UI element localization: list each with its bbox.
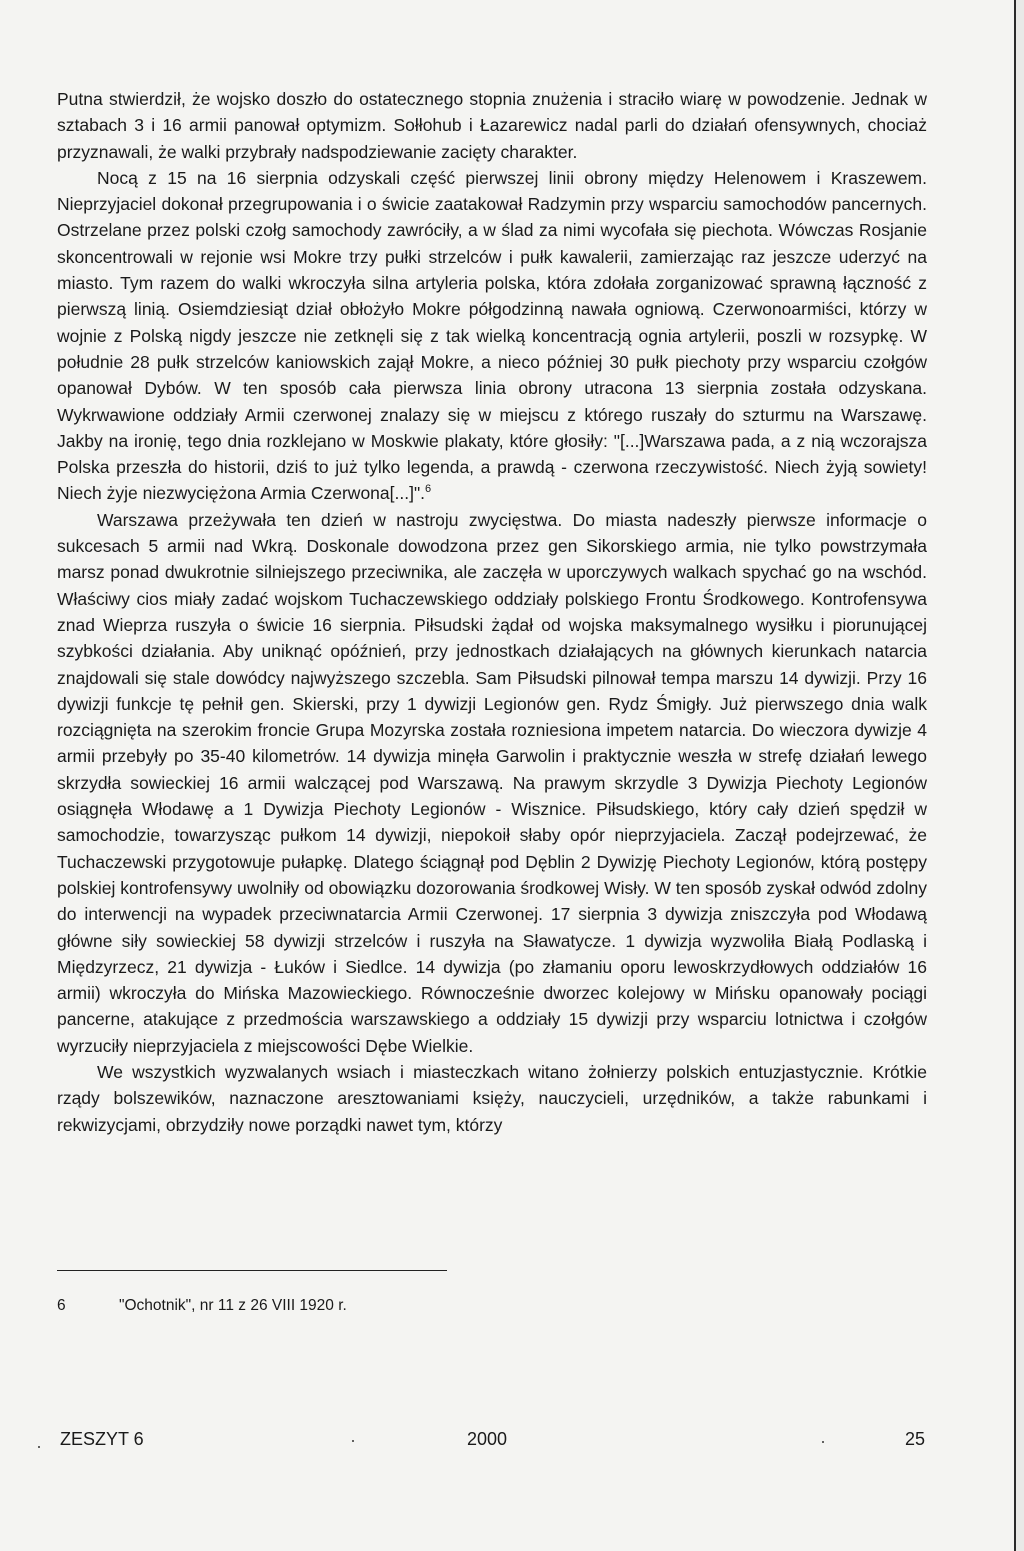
scan-speck	[352, 1440, 354, 1442]
footer-journal-issue: ZESZYT 6	[60, 1429, 144, 1449]
paragraph-4: We wszystkich wyzwalanych wsiach i miasteczkach witano żołnierzy polskich entuzjastycznie. Krótkie rządy bolszewików, naznaczone aresztowaniami księży, nauczycieli, urzędników, a także rabunkami i rekwizycjami, obrzydziły nowe porządki nawet tym, którzy	[57, 1061, 927, 1135]
footnote	[57, 1296, 347, 1316]
article-body	[57, 86, 927, 1138]
paragraph-2-text: Nocą z 15 na 16 sierpnia odzyskali część pierwszej linii obrony między Helenowem i Kraszewem. Nieprzyjaciel dokonał przegrupowania i o świcie zaatakował Radzymin przy wsparciu samochodów pancernych. Ostrzelane przez polski czołg samochody zawróciły, a w ślad za nimi wycofała się piechota. Wówczas Rosjanie skoncentrowali w rejonie wsi Mokre trzy pułki strzelców i pułk kawalerii, zamierzając raz jeszcze uderzyć na miasto. Tym razem do walki wkroczyła silna artyleria polska, która zdołała zorganizować sprawną łączność z pierwszą linią. Osiemdziesiąt dział obłożyło Mokre półgodzinną nawała ogniową. Czerwonoarmiści, którzy w wojnie z Polską nigdy jeszcze nie zetknęli się z tak wielką koncentracją ognia artylerii, poszli w rozsypkę. W południe 28 pułk strzelców kaniowskich zajął Mokre, a nieco później 30 pułk piechoty przy wsparciu czołgów opanował Dybów. W ten sposób cała pierwsza linia obrony utracona 13 sierpnia została odzyskana. Wykrwawione oddziały Armii czerwonej znalazy się w miejscu z którego ruszały do szturmu na Warszawę. Jakby na ironię, tego dnia rozklejano w Moskwie plakaty, które głosiły: "[...]Warszawa pada, a z nią wczorajsza Polska przeszła do historii, dziś to już tylko legenda, a prawdą - czerwona rzeczywistość. Niech żyją sowiety! Niech żyje niezwyciężona Armia Czerwona[...]".	[57, 167, 927, 504]
page-number: 25	[905, 1429, 926, 1449]
paragraph-3: Warszawa przeżywała ten dzień w nastroju zwycięstwa. Do miasta nadeszły pierwsze informacje o sukcesach 5 armii nad Wkrą. Doskonale dowodzona przez gen Sikorskiego armia, nie tylko powstrzymała marsz ponad dwukrotnie silniejszego przeciwnika, ale zaczęła w uporczywych walkach spychać go na wschód. Właściwy cios miały zadać wojskom Tuchaczewskiego oddziały polskiego Frontu Środkowego. Kontrofensywa znad Wieprza ruszyła o świcie 16 sierpnia. Piłsudski żądał od wojska maksymalnego wysiłku i piorunującej szybkości działania. Aby uniknąć opóźnień, przy jednostkach działających na głównych kierunkach natarcia znajdowali się stale dowódcy najwyższego szczebla. Sam Piłsudski pilnował tempa marszu 14 dywizji. Przy 16 dywizji funkcje tę pełnił gen. Skierski, przy 1 dywizji Legionów gen. Rydz Śmigły. Już pierwszego dnia walk rozciągnięta na szerokim froncie Grupa Mozyrska została rozniesiona impetem natarcia. Do wieczora dywizje 4 armii przebyły po 35-40 kilometrów. 14 dywizja minęła Garwolin i praktycznie weszła w strefę działań lewego skrzydła sowieckiej 16 armii walczącej pod Warszawą. Na prawym skrzydle 3 Dywizja Piechoty Legionów osiągnęła Włodawę a 1 Dywizja Piechoty Legionów - Wisznice. Piłsudskiego, który cały dzień spędził w samochodzie, towarzysząc pułkom 14 dywizji, niepokoił słaby opór nieprzyjaciela. Zaczął podejrzewać, że Tuchaczewski przygotowuje pułapkę. Dlatego ściągnął pod Dęblin 2 Dywizję Piechoty Legionów, którą postępy polskiej kontrofensywy uwolniły od obowiązku dozorowania środkowej Wisły. W ten sposób zyskał odwód zdolny do interwencji na wypadek przeciwnatarcia Armii Czerwonej. 17 sierpnia 3 dywizja zniszczyła pod Włodawą główne siły sowieckiej 58 dywizji strzelców i ruszyła na Sławatycze. 1 dywizja wyzwoliła Białą Podlaską i Międzyrzecz, 21 dywizja - Łuków i Siedlce. 14 dywizja (po złamaniu oporu lewoskrzydłowych oddziałów 16 armii) wkroczyła do Mińska Mazowieckiego. Równocześnie dworzec kolejowy w Mińsku opanowały pociągi pancerne, atakujące z przedmościa warszawskiego a oddziały 15 dywizji przy wsparciu lotnictwa i czołgów wyrzuciły nieprzyjaciela z miejscowości Dębe Wielkie.	[57, 509, 927, 1056]
scan-speck	[38, 1446, 40, 1448]
paragraph-2	[57, 165, 927, 507]
footnote-divider	[57, 1270, 447, 1271]
footnote-reference: 6	[425, 483, 432, 496]
scan-speck	[822, 1441, 824, 1443]
paragraph-1: Putna stwierdził, że wojsko doszło do ostatecznego stopnia znużenia i straciło wiarę w powodzenie. Jednak w sztabach 3 i 16 armii panował optymizm. Sołłohub i Łazarewicz nadal parli do działań ofensywnych, chociaż przyznawali, że walki przybrały nadspodziewanie zacięty charakter.	[57, 89, 927, 162]
footnote-number: 6	[57, 1297, 66, 1314]
footnote-text: "Ochotnik", nr 11 z 26 VIII 1920 r.	[119, 1297, 347, 1314]
footer-year: 2000	[467, 1429, 508, 1449]
